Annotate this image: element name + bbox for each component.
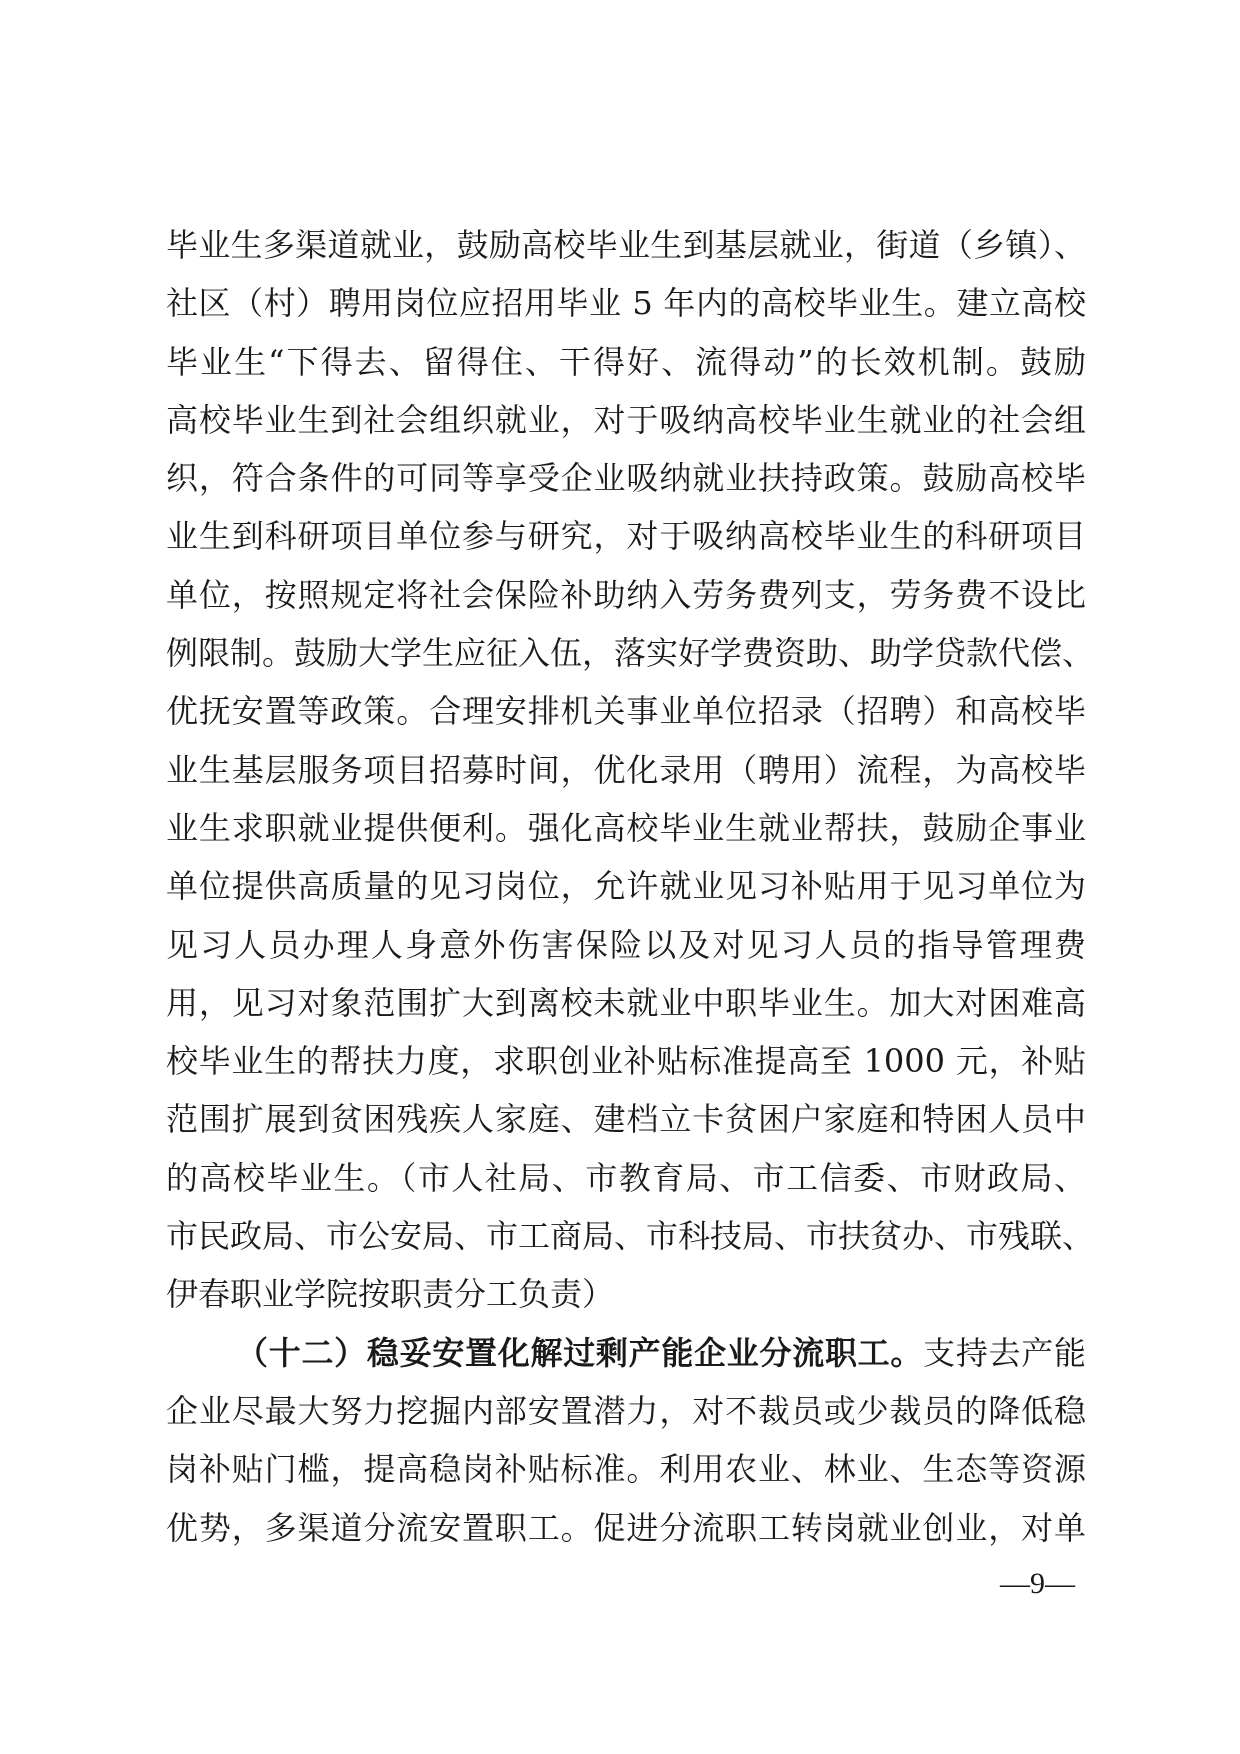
page-number: —9—: [1000, 1567, 1075, 1600]
paragraph-line: 业生到科研项目单位参与研究，对于吸纳高校毕业生的科研项目: [166, 517, 1086, 556]
paragraph-line: 企业尽最大努力挖掘内部安置潜力，对不裁员或少裁员的降低稳: [166, 1391, 1086, 1430]
paragraph-line: 单位提供高质量的见习岗位，允许就业见习补贴用于见习单位为: [166, 867, 1086, 906]
paragraph-line: 范围扩展到贫困残疾人家庭、建档立卡贫困户家庭和特困人员中: [166, 1100, 1086, 1139]
paragraph-line: 校毕业生的帮扶力度，求职创业补贴标准提高至 1000 元，补贴: [166, 1042, 1086, 1081]
paragraph-line: 的高校毕业生。（市人社局、市教育局、市工信委、市财政局、: [166, 1158, 1086, 1197]
paragraph-line: 市民政局、市公安局、市工商局、市科技局、市扶贫办、市残联、: [166, 1217, 1095, 1256]
paragraph-line: 伊春职业学院按职责分工负责）: [166, 1275, 615, 1314]
paragraph-line: 毕业生“下得去、留得住、干得好、流得动”的长效机制。鼓励: [166, 342, 1086, 381]
paragraph-line: 织，符合条件的可同等享受企业吸纳就业扶持政策。鼓励高校毕: [166, 459, 1086, 498]
paragraph-line: 见习人员办理人身意外伤害保险以及对见习人员的指导管理费: [166, 925, 1086, 964]
paragraph-line: 优势，多渠道分流安置职工。促进分流职工转岗就业创业，对单: [166, 1508, 1086, 1547]
paragraph-line: 岗补贴门槛，提高稳岗补贴标准。利用农业、林业、生态等资源: [166, 1450, 1086, 1489]
paragraph-line: 优抚安置等政策。合理安排机关事业单位招录（招聘）和高校毕: [166, 692, 1086, 731]
section-heading: （十二）稳妥安置化解过剩产能企业分流职工。: [236, 1333, 924, 1372]
paragraph-line: 例限制。鼓励大学生应征入伍，落实好学费资助、助学贷款代偿、: [166, 634, 1095, 673]
paragraph-line: 毕业生多渠道就业，鼓励高校毕业生到基层就业，街道（乡镇）、: [166, 226, 1086, 264]
paragraph-line: 单位，按照规定将社会保险补助纳入劳务费列支，劳务费不设比: [166, 575, 1086, 614]
paragraph-line: 业生求职就业提供便利。强化高校毕业生就业帮扶，鼓励企事业: [166, 808, 1086, 847]
section-first-line: [166, 1324, 1086, 1382]
paragraph-line: 社区（村）聘用岗位应招用毕业 5 年内的高校毕业生。建立高校: [166, 284, 1086, 323]
paragraph-line: 业生基层服务项目招募时间，优化录用（聘用）流程，为高校毕: [166, 750, 1086, 789]
paragraph-line: 高校毕业生到社会组织就业，对于吸纳高校毕业生就业的社会组: [166, 400, 1086, 439]
paragraph-line: 用，见习对象范围扩大到离校未就业中职毕业生。加大对困难高: [166, 983, 1086, 1022]
document-body: [166, 216, 1095, 1557]
section-text: 支持去产能: [923, 1333, 1086, 1372]
